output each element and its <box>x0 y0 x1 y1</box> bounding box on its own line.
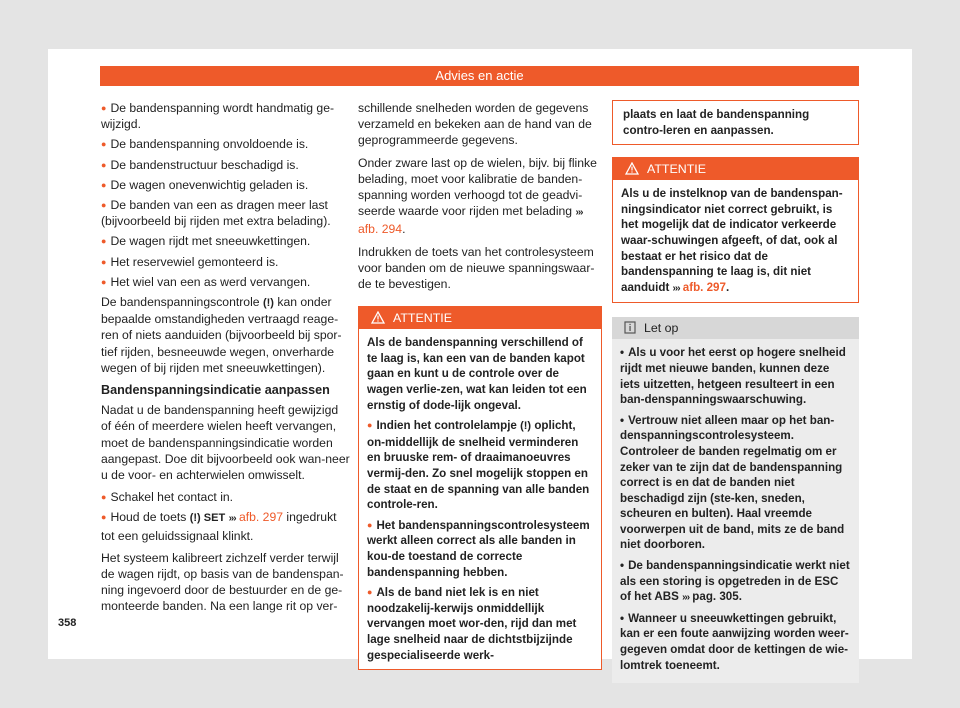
tire-pressure-symbol-icon: (!) <box>520 420 532 433</box>
warning-text: plaats en laat de bandenspanning contro-leren en aanpassen. <box>623 108 810 137</box>
warning-text: Als de bandenspanning verschillend of te laag is, kan een van de banden kapot gaan en kunt u de controle over de wagen verlie-zen, wat kan leiden tot een ernstig of dode-lijk ongeval. <box>367 336 587 412</box>
list-item: ● De bandenspanning wordt handmatig ge-wijzigd. <box>101 101 335 132</box>
reference-arrows-icon: ››› <box>682 592 690 604</box>
list-item: ● Schakel het contact in. <box>101 490 234 505</box>
bullet-icon: ● <box>101 256 107 267</box>
paragraph: schillende snelheden worden de gegevens verzameld en bekeken aan de hand van de geprogrammeerde gegevens. <box>358 101 592 148</box>
bullet-icon: ● <box>367 420 373 431</box>
bullet-icon: ● <box>101 236 107 247</box>
warning-header: ATTENTIE <box>359 307 601 329</box>
bullet-icon: ● <box>101 276 107 287</box>
list-item: • De bandenspanningsindicatie werkt niet als een storing is opgetreden in de ESC of het ABS ››› pag. 305. <box>620 559 850 604</box>
list-item: ● Houd de toets (!) SET ››› afb. 297 ingedrukt tot een geluidssignaal klinkt. <box>101 510 337 543</box>
bullet-icon: ● <box>101 200 107 211</box>
list-item: ● Het wiel van een as werd vervangen. <box>101 274 311 289</box>
subsection-heading: Bandenspanningsindicatie aanpassen <box>101 383 330 398</box>
reference-arrows-icon: ››› <box>228 513 236 525</box>
figure-link[interactable]: afb. 294 <box>358 222 403 237</box>
bullet-icon: ● <box>101 159 107 170</box>
column-3 <box>612 100 859 683</box>
section-header: Advies en actie <box>100 66 859 86</box>
list-item: • Wanneer u sneeuwkettingen gebruikt, kan er een foute aanwijzing worden weer-gegeven omdat door de kettingen de wie-lomtrek toeneemt. <box>620 611 849 672</box>
list-item: ● De bandenspanning onvoldoende is. <box>101 137 309 152</box>
reference-arrows-icon: ››› <box>575 207 583 219</box>
list-item: ● De banden van een as dragen meer last (bijvoorbeeld bij rijden met extra belading). <box>101 198 331 229</box>
bullet-icon: ● <box>367 519 373 530</box>
figure-link[interactable]: afb. 297 <box>238 510 284 525</box>
note-box <box>612 317 859 683</box>
list-item: • Als u voor het eerst op hogere snelheid rijdt met nieuwe banden, kunnen deze iets uitzetten, hetgeen resulteert in een ban-denspanningswaarschuwing. <box>620 346 846 407</box>
warning-header: ATTENTIE <box>613 158 858 180</box>
list-item: ● Het bandenspanningscontrolesysteem werkt alleen correct als alle banden in kou-de toestand de correcte bandenspanning hebben. <box>367 518 590 579</box>
bullet-icon: ● <box>101 139 107 150</box>
warning-triangle-icon <box>371 309 385 331</box>
bullet-icon: ● <box>101 179 107 190</box>
list-item: ● Als de band niet lek is en niet noodzakelij-kerwijs onmiddellijk vervangen moet wor-den, rijd dan met lage snelheid naar de dichtstbijzijnde gespecialiseerde werk- <box>367 586 577 662</box>
bullet-icon: ● <box>101 492 107 503</box>
warning-triangle-icon <box>625 160 639 182</box>
page-link[interactable]: pag. 305 <box>692 590 739 604</box>
note-header: Let op <box>612 317 859 339</box>
tire-pressure-symbol-icon: (!) <box>262 297 274 310</box>
bullet-icon: ● <box>367 587 373 598</box>
warning-box-continued <box>612 100 859 145</box>
list-item: ● De wagen onevenwichtig geladen is. <box>101 177 309 192</box>
warning-text: Als u de instelknop van de bandenspan-ningsindicator niet correct gebruikt, is het mogelijk dat de indicator verkeerde waar-schuwingen afgeeft, of dat, ook al bestaat er het risico dat de bandenspanning te laag is, dit niet aanduidt ››› afb. 297. <box>621 187 843 294</box>
paragraph: Indrukken de toets van het controlesysteem voor banden om de nieuwe spanningswaar-de te bevestigen. <box>358 244 595 292</box>
bullet-icon: ● <box>101 512 107 523</box>
warning-box <box>612 157 859 303</box>
column-1 <box>101 100 351 621</box>
list-item: • Vertrouw niet alleen maar op het ban-denspanningscontrolesysteem. Controleer de banden regelmatig om er zeker van te zijn dat de bandenspanning correct is en dat de banden niet beschadigd zijn (ste-ken, sneden, scheuren en bulten). Haal vreemde voorwerpen uit de band, mits ze de band niet doorboren. <box>620 413 845 552</box>
page-number: 358 <box>58 617 77 629</box>
figure-link[interactable]: afb. 297 <box>682 280 726 294</box>
list-item: ● De wagen rijdt met sneeuwkettingen. <box>101 234 311 249</box>
paragraph: Onder zware last op de wielen, bijv. bij flinke belading, moet voor kalibratie de banden-spanning worden verhoogd tot de geadvi-seerde waarde voor rijden met belading ››› afb. 294. <box>358 155 597 237</box>
reference-arrows-icon: ››› <box>672 282 680 294</box>
info-note-icon <box>624 319 636 341</box>
list-item: ● Het reservewiel gemonteerd is. <box>101 254 279 269</box>
warning-box <box>358 306 602 670</box>
paragraph: Nadat u de bandenspanning heeft gewijzigd of één of meerdere wielen heeft vervangen, moet de bandenspanningsindicatie worden aangepast. Doe dit bijvoorbeeld ook wan-neer u de voor- en achterwielen omwisselt. <box>101 403 350 483</box>
list-item: ● De bandenstructuur beschadigd is. <box>101 157 299 172</box>
set-button-symbol-icon: (!) SET <box>189 512 226 525</box>
bullet-icon: ● <box>101 103 107 113</box>
paragraph: De bandenspanningscontrole (!) kan onder bepaalde omstandigheden vertraagd reage-ren of niets aanduiden (bijvoorbeeld bij spor-tief rijden, besneeuwde wegen, onverharde wegen of bij rijden met sneeuwkettingen). <box>101 295 342 375</box>
column-2 <box>358 100 602 670</box>
paragraph: Het systeem kalibreert zichzelf verder terwijl de wagen rijdt, op basis van de bandenspan-ning ingevoerd door de bestuurder en de ge-monteerde banden. Na een lange rit op ver- <box>101 550 344 614</box>
list-item: ● Indien het controlelampje (!) oplicht, on-middellijk de snelheid verminderen en bruuske rem- of draaimanoeuvres vermij-den. Zo snel mogelijk stoppen en de staat en de spanning van alle banden controle-ren. <box>367 419 590 512</box>
